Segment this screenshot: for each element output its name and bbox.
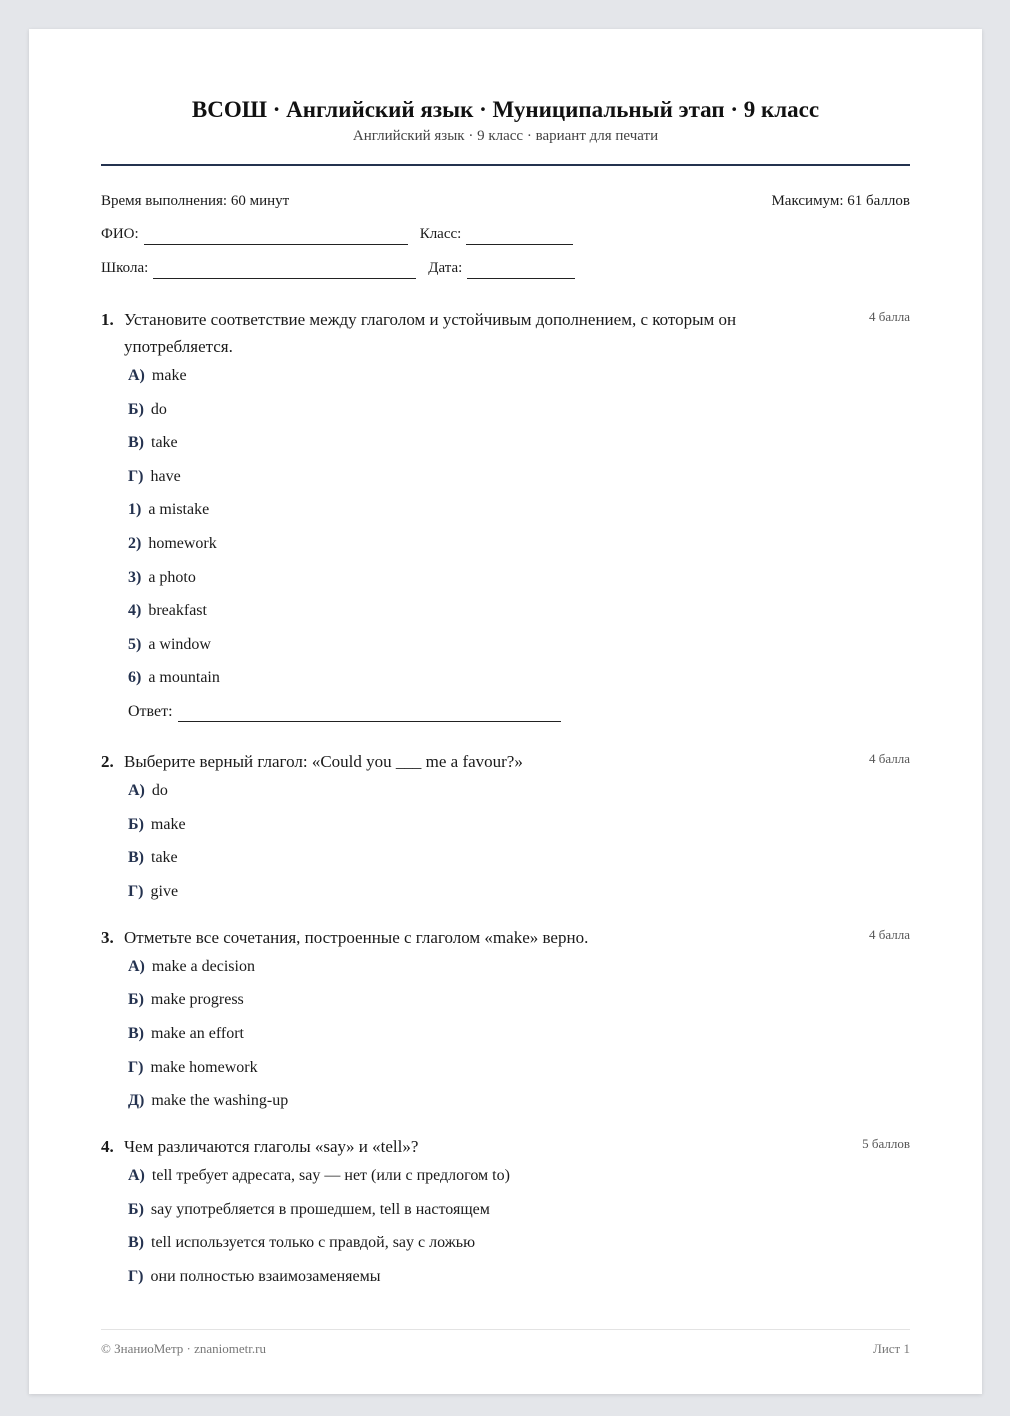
- option-item[interactable]: [128, 433, 910, 453]
- option-item[interactable]: [128, 467, 910, 487]
- question-header: [101, 306, 910, 360]
- option-key: 5): [128, 635, 142, 653]
- option-key: А): [128, 957, 145, 975]
- option-text: do: [150, 400, 167, 418]
- date-blank[interactable]: [467, 262, 575, 279]
- question-points: 4 балла: [869, 309, 910, 324]
- meta-row: [101, 191, 910, 211]
- header-divider: [101, 164, 910, 166]
- option-item[interactable]: [128, 1058, 910, 1078]
- answer-label: Ответ:: [128, 702, 173, 720]
- option-text: a mistake: [148, 501, 210, 519]
- question-2: [101, 748, 910, 902]
- option-key: А): [128, 1167, 145, 1185]
- name-blank[interactable]: [144, 228, 408, 245]
- options-list: [128, 957, 910, 1111]
- question-number: 2.: [101, 751, 114, 771]
- option-item[interactable]: [128, 1267, 910, 1287]
- date-label: Дата:: [428, 260, 463, 276]
- option-text: take: [151, 434, 178, 452]
- option-text: have: [150, 467, 181, 485]
- option-item[interactable]: [128, 781, 910, 801]
- option-key: Г): [128, 467, 144, 485]
- option-item[interactable]: [128, 1233, 910, 1253]
- name-label: ФИО:: [101, 226, 139, 242]
- option-item[interactable]: [128, 815, 910, 835]
- option-text: do: [151, 781, 168, 799]
- option-item[interactable]: [128, 568, 910, 588]
- page-title: ВСОШ · Английский язык · Муниципальный этап · 9 класс: [191, 97, 820, 122]
- option-key: А): [128, 367, 145, 384]
- page-subtitle: Английский язык · 9 класс · вариант для печати: [352, 128, 659, 144]
- option-key: Д): [128, 1092, 145, 1110]
- options-list: [128, 366, 910, 722]
- question-header: [101, 1133, 910, 1160]
- option-text: tell требует адресата, say — нет (или с предлогом to): [151, 1167, 510, 1185]
- options-list: [128, 1166, 910, 1287]
- question-text: Отметьте все сочетания, построенные с глаголом «make» верно.: [124, 927, 589, 947]
- question-points: 4 балла: [869, 750, 910, 766]
- option-item[interactable]: [128, 957, 910, 977]
- footer-sheet-number: Лист 1: [873, 1341, 910, 1356]
- school-blank[interactable]: [153, 262, 416, 279]
- option-item[interactable]: [128, 601, 910, 621]
- option-key: В): [128, 1234, 144, 1252]
- option-text: make progress: [150, 991, 244, 1009]
- option-key: Г): [128, 1267, 144, 1285]
- option-item[interactable]: [128, 668, 910, 688]
- option-item[interactable]: [128, 400, 910, 420]
- question-points: 4 балла: [869, 926, 910, 942]
- question-3: [101, 924, 910, 1111]
- name-class-row: [101, 224, 910, 245]
- questions-list: [101, 306, 910, 1287]
- answer-blank[interactable]: [178, 705, 561, 722]
- options-list: [128, 781, 910, 902]
- option-item[interactable]: [128, 1091, 910, 1111]
- option-key: В): [128, 1024, 144, 1042]
- option-item[interactable]: [128, 882, 910, 902]
- option-item[interactable]: [128, 366, 910, 386]
- answer-row: [128, 702, 910, 722]
- question-4: [101, 1133, 910, 1287]
- option-key: Б): [128, 400, 144, 418]
- exam-sheet: [29, 29, 982, 1394]
- option-item[interactable]: [128, 534, 910, 554]
- option-item[interactable]: [128, 635, 910, 655]
- option-item[interactable]: [128, 500, 910, 520]
- option-text: a window: [148, 635, 211, 653]
- question-header: [101, 924, 910, 951]
- option-text: make an effort: [151, 1024, 244, 1042]
- option-text: make homework: [150, 1058, 258, 1076]
- option-text: a photo: [148, 568, 196, 586]
- school-label: Школа:: [101, 260, 149, 276]
- question-number: 3.: [101, 927, 114, 947]
- option-key: А): [128, 781, 145, 799]
- option-key: Г): [128, 882, 144, 900]
- option-text: tell используется только с правдой, say с ложью: [151, 1234, 476, 1252]
- option-item[interactable]: [128, 1200, 910, 1220]
- time-limit: Время выполнения: 60 минут: [101, 193, 290, 209]
- option-text: take: [151, 849, 178, 867]
- option-key: В): [128, 434, 144, 452]
- option-text: make the washing-up: [151, 1092, 289, 1110]
- option-key: 4): [128, 602, 142, 620]
- option-item[interactable]: [128, 990, 910, 1010]
- option-key: 1): [128, 501, 142, 519]
- option-text: breakfast: [148, 602, 207, 620]
- option-key: 3): [128, 568, 142, 586]
- option-text: make: [150, 815, 186, 833]
- option-item[interactable]: [128, 1024, 910, 1044]
- option-text: homework: [148, 534, 217, 552]
- question-text: Чем различаются глаголы «say» и «tell»?: [124, 1137, 419, 1157]
- max-score: Максимум: 61 баллов: [771, 193, 910, 209]
- option-text: a mountain: [148, 669, 220, 687]
- option-text: make: [151, 367, 187, 384]
- question-1: [101, 306, 910, 722]
- option-item[interactable]: [128, 848, 910, 868]
- question-points: 5 баллов: [862, 1136, 910, 1152]
- page-footer: [101, 1329, 910, 1357]
- option-key: Б): [128, 991, 144, 1009]
- option-item[interactable]: [128, 1166, 910, 1186]
- option-text: они полностью взаимозаменяемы: [150, 1267, 381, 1285]
- question-text: Выберите верный глагол: «Could you ___ me a favour?»: [124, 751, 523, 771]
- option-key: 6): [128, 669, 142, 687]
- option-key: Б): [128, 1200, 144, 1218]
- option-text: give: [150, 882, 179, 900]
- question-text: Установите соответствие между глаголом и устойчивым дополнением, с которым он употребляется.: [124, 310, 737, 356]
- option-text: make a decision: [151, 957, 255, 975]
- option-key: Г): [128, 1058, 144, 1076]
- school-date-row: [101, 258, 910, 279]
- class-label: Класс:: [419, 226, 462, 242]
- class-blank[interactable]: [466, 228, 573, 245]
- question-header: [101, 748, 910, 775]
- option-text: say употребляется в прошедшем, tell в настоящем: [150, 1200, 490, 1218]
- question-number: 1.: [101, 310, 114, 329]
- option-key: В): [128, 849, 144, 867]
- option-key: 2): [128, 534, 142, 552]
- option-key: Б): [128, 815, 144, 833]
- footer-copyright: © ЗнаниоМетр · znaniometr.ru: [101, 1341, 266, 1356]
- question-number: 4.: [101, 1137, 114, 1157]
